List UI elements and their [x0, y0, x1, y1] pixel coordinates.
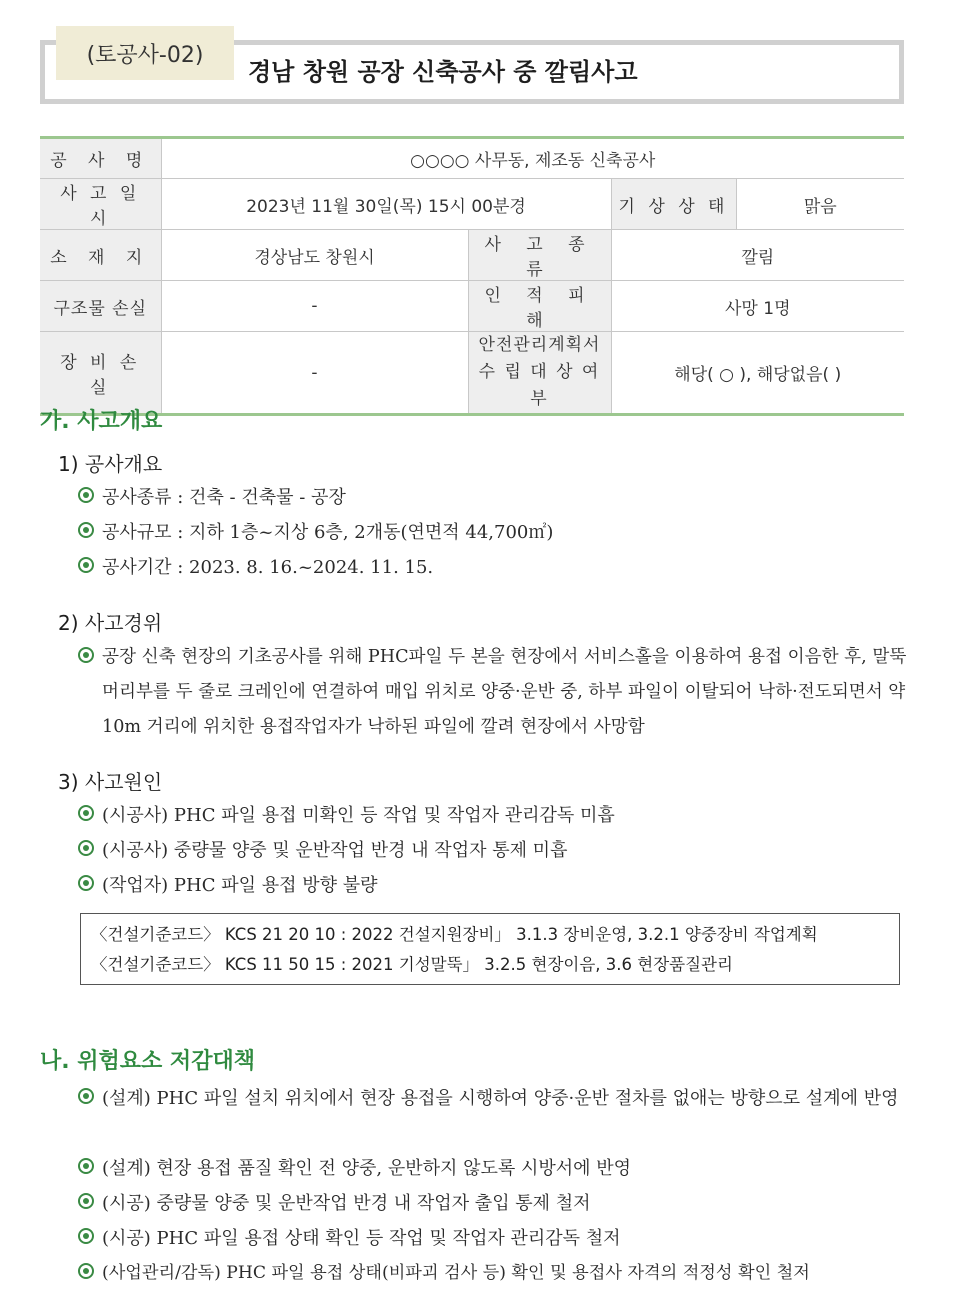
- bullet-icon: [78, 1158, 94, 1174]
- bullet-icon: [78, 805, 94, 821]
- bullet-icon: [78, 875, 94, 891]
- list-item: (설계) 현장 용접 품질 확인 전 양중, 운반하지 않도록 시방서에 반영: [78, 1151, 908, 1186]
- bullet-icon: [78, 1228, 94, 1244]
- bullet-icon: [78, 1193, 94, 1209]
- reference-line: 〈건설기준코드〉 KCS 21 20 10 : 2022 건설지원장비」 3.1.3 장비운영, 3.2.1 양중장비 작업계획: [91, 925, 818, 944]
- accident-type-label: 사 고 종 류: [468, 230, 611, 281]
- safety-plan-label-line1: 안전관리계획서: [478, 335, 601, 355]
- list-item: (시공사) PHC 파일 용접 미확인 등 작업 및 작업자 관리감독 미흡: [78, 798, 908, 833]
- subsection-overview-title: 1) 공사개요: [58, 452, 163, 476]
- project-value: ○○○○ 사무동, 제조동 신축공사: [161, 138, 904, 179]
- table-row: [40, 332, 904, 415]
- list-item: 공사기간 : 2023. 8. 16.~2024. 11. 15.: [78, 550, 908, 585]
- list-item: (시공) 중량물 양중 및 운반작업 반경 내 작업자 출입 통제 철저: [78, 1186, 908, 1221]
- reference-line: 〈건설기준코드〉 KCS 11 50 15 : 2021 기성말뚝」 3.2.5 현장이음, 3.6 현장품질관리: [91, 955, 733, 974]
- list-item: (시공) PHC 파일 용접 상태 확인 등 작업 및 작업자 관리감독 철저: [78, 1221, 908, 1256]
- list-item: 공사종류 : 건축 - 건축물 - 공장: [78, 480, 908, 515]
- date-value: 2023년 11월 30일(목) 15시 00분경: [161, 179, 611, 230]
- safety-plan-label-line2: 수 립 대 상 여 부: [478, 362, 601, 409]
- table-row: [40, 179, 904, 230]
- bullet-icon: [78, 487, 94, 503]
- structure-loss-label: 구조물 손실: [40, 281, 161, 332]
- project-label: 공 사 명: [40, 138, 161, 179]
- bullet-icon: [78, 522, 94, 538]
- bullet-icon: [78, 840, 94, 856]
- casualty-value: 사망 1명: [611, 281, 904, 332]
- case-code-badge: (토공사-02): [56, 26, 234, 80]
- accident-info-table: [40, 136, 904, 416]
- subsection-process-title: 2) 사고경위: [58, 611, 163, 635]
- location-value: 경상남도 창원시: [161, 230, 468, 281]
- page-title: 경남 창원 공장 신축공사 중 깔림사고: [248, 58, 638, 86]
- accident-type-value: 깔림: [611, 230, 904, 281]
- weather-label: 기 상 상 태: [611, 179, 736, 230]
- safety-plan-label: [468, 332, 611, 415]
- list-item: 공사규모 : 지하 1층~지상 6층, 2개동(연면적 44,700㎡): [78, 515, 908, 550]
- bullet-icon: [78, 1263, 94, 1279]
- list-item: 공장 신축 현장의 기초공사를 위해 PHC파일 두 본을 현장에서 서비스홀을 이용하여 용접 이음한 후, 말뚝 머리부를 두 줄로 크레인에 연결하여 매입 위치로 양중·운반 중, 하부 파일이 이탈되어 낙하·전도되면서 약 10m 거리에 위치한 용접작업자가 낙하된 파일에 깔려 현장에서 사망함: [78, 640, 908, 745]
- location-label: 소 재 지: [40, 230, 161, 281]
- list-item: (설계) PHC 파일 설치 위치에서 현장 용접을 시행하여 양중·운반 절차를 없애는 방향으로 설계에 반영: [78, 1081, 908, 1116]
- equipment-loss-value: -: [161, 332, 468, 415]
- bullet-icon: [78, 557, 94, 573]
- bullet-icon: [78, 647, 94, 663]
- table-row: [40, 281, 904, 332]
- date-label: 사 고 일 시: [40, 179, 161, 230]
- section-a-title: 가. 사고개요: [40, 409, 163, 434]
- table-row: [40, 230, 904, 281]
- list-item: (시공사) 중량물 양중 및 운반작업 반경 내 작업자 통제 미흡: [78, 833, 908, 868]
- weather-value: 맑음: [736, 179, 904, 230]
- bullet-icon: [78, 1088, 94, 1104]
- structure-loss-value: -: [161, 281, 468, 332]
- section-b-title: 나. 위험요소 저감대책: [40, 1049, 255, 1074]
- equipment-loss-label: 장 비 손 실: [40, 332, 161, 415]
- subsection-cause-title: 3) 사고원인: [58, 770, 163, 794]
- table-row: [40, 138, 904, 179]
- safety-plan-value: 해당( ○ ), 해당없음( ): [611, 332, 904, 415]
- reference-code-box: [80, 913, 900, 985]
- list-item: (사업관리/감독) PHC 파일 용접 상태(비파괴 검사 등) 확인 및 용접사 자격의 적정성 확인 철저: [78, 1256, 908, 1291]
- casualty-label: 인 적 피 해: [468, 281, 611, 332]
- list-item: (작업자) PHC 파일 용접 방향 불량: [78, 868, 908, 903]
